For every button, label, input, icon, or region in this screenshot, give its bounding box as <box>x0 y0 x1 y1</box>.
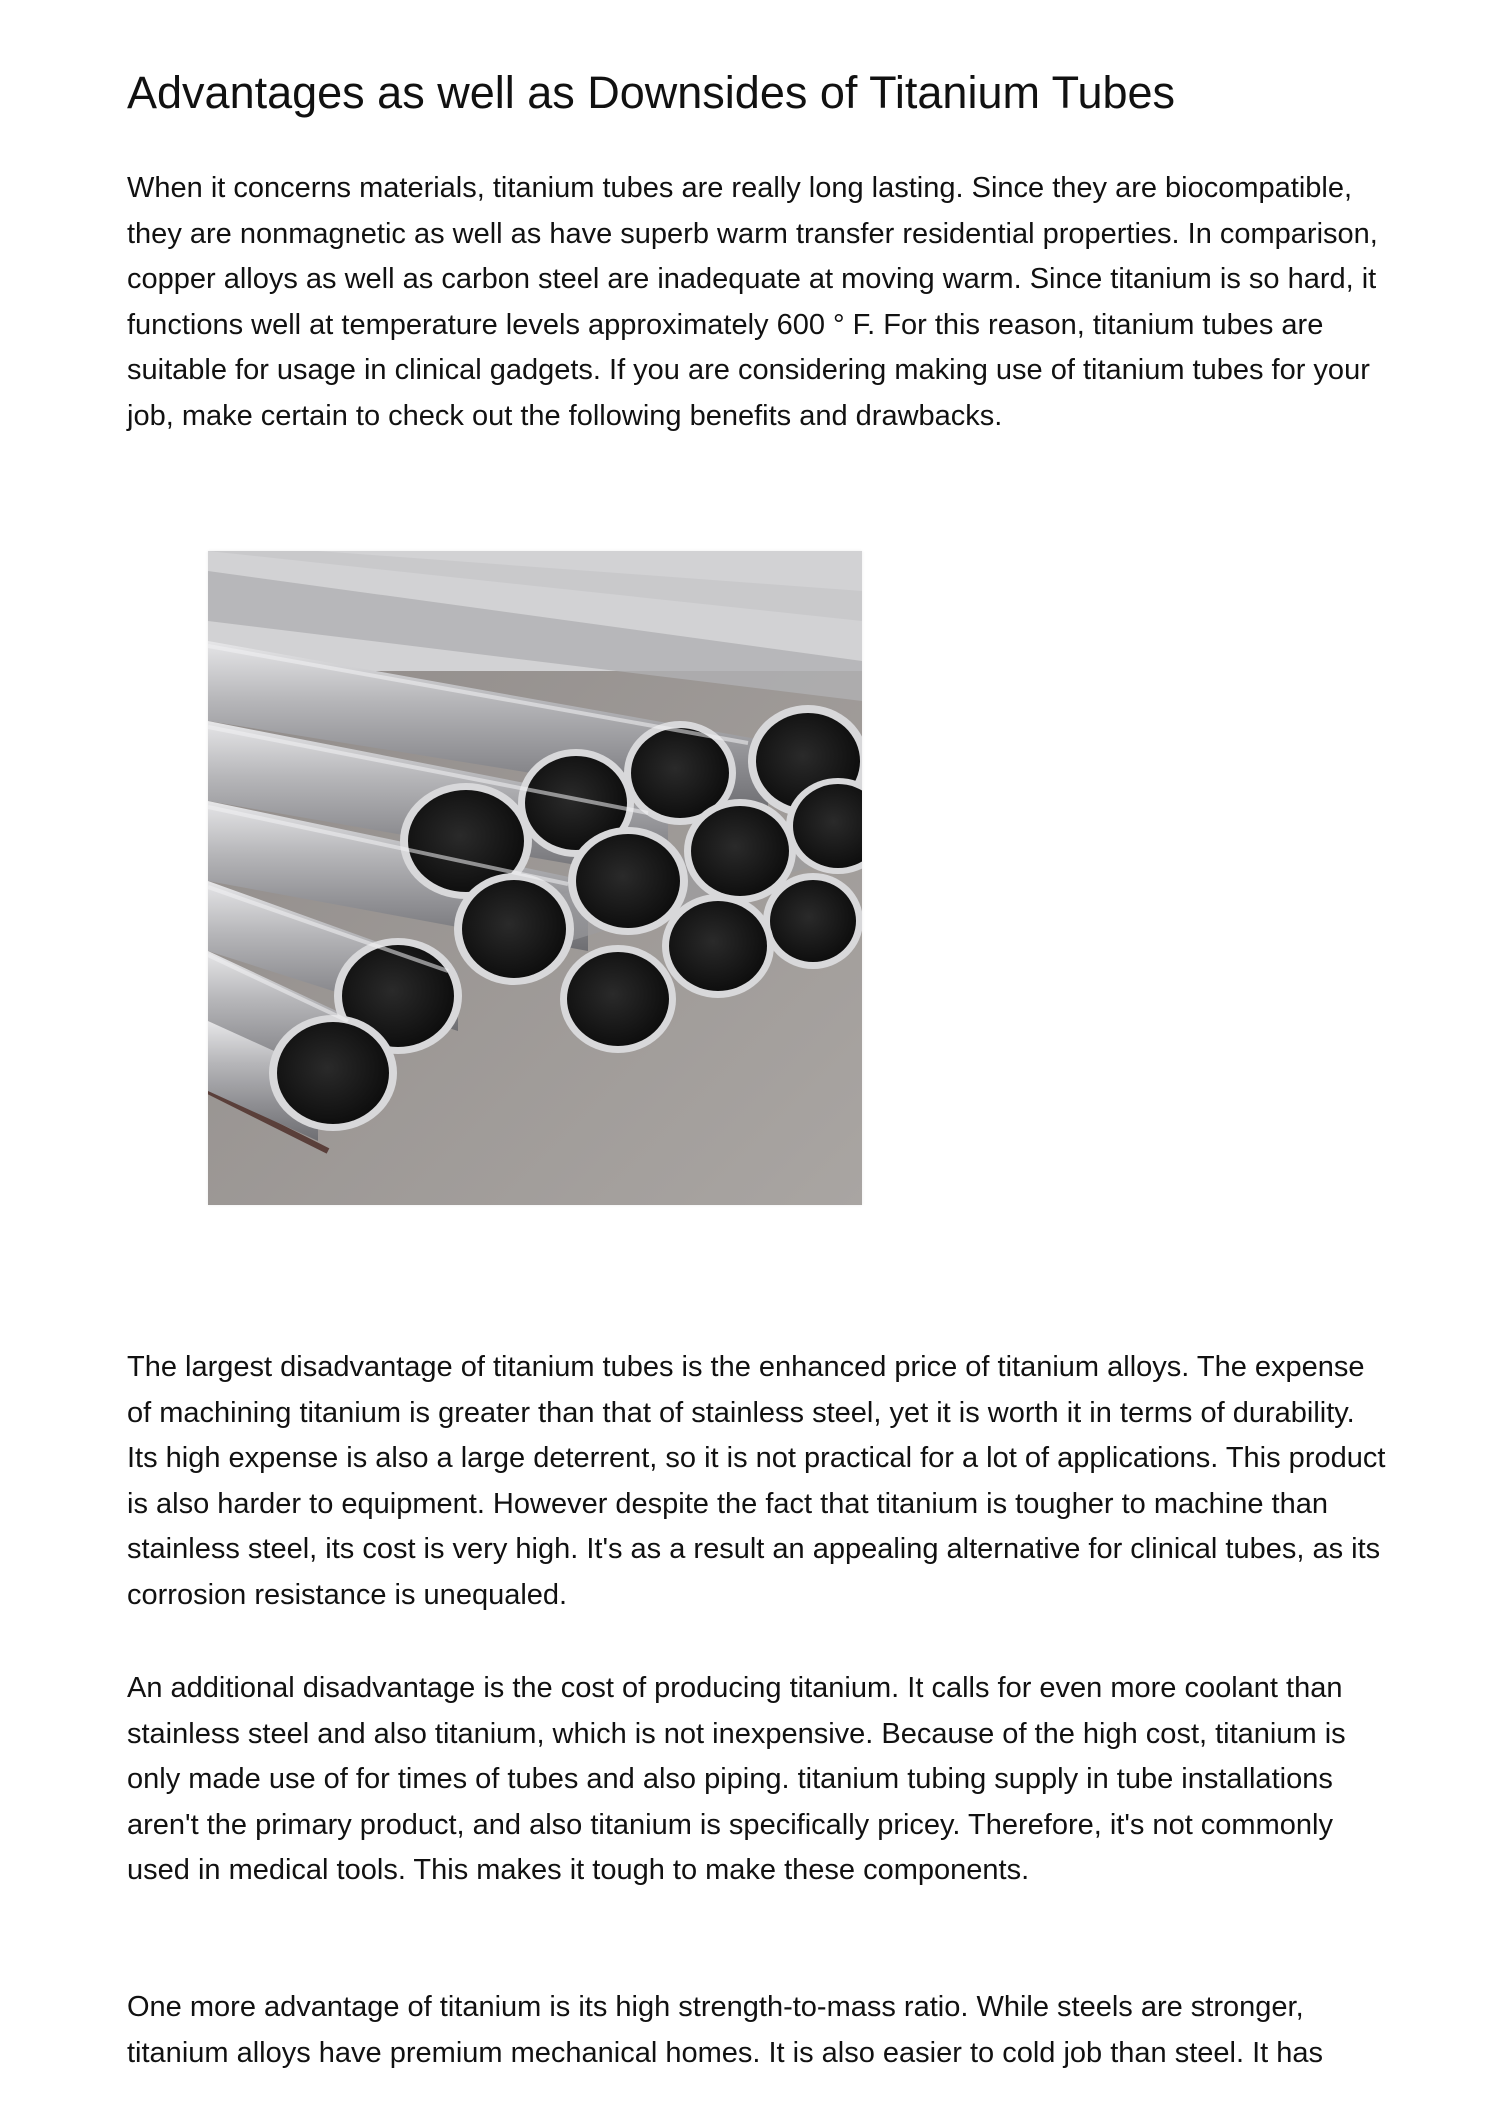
paragraph-advantage-strength: One more advantage of titanium is its high strength-to-mass ratio. While steels are stronger, titanium alloys have premium mechanical homes. It is also easier to cold job than steel. It has <box>127 1991 1324 2069</box>
paragraph-disadvantage-cost: The largest disadvantage of titanium tubes is the enhanced price of titanium alloys. The expense of machining titanium is greater than that of stainless steel, yet it is worth it in terms of durability. Its high expense is also a large deterrent, so it is not practical for a lot of applications. This product is also harder to equipment. However despite the fact that titanium is tougher to machine than stainless steel, its cost is very high. It's as a result an appealing alternative for clinical tubes, as its corrosion resistance is unequaled. <box>127 1351 1386 1611</box>
page-title: Advantages as well as Downsides of Titanium Tubes <box>127 67 1176 118</box>
tubes-image-svg <box>208 551 862 1205</box>
paragraph-disadvantage-production: An additional disadvantage is the cost of producing titanium. It calls for even more coolant than stainless steel and also titanium, which is not inexpensive. Because of the high cost, titanium is only made use of for times of tubes and also piping. titanium tubing supply in tube installations aren't the primary product, and also titanium is specifically pricey. Therefore, it's not commonly used in medical tools. This makes it tough to make these components. <box>127 1672 1346 1886</box>
paragraph-intro: When it concerns materials, titanium tubes are really long lasting. Since they are biocompatible, they are nonmagnetic as well as have superb warm transfer residential properties. In comparison, copper alloys as well as carbon steel are inadequate at moving warm. Since titanium is so hard, it functions well at temperature levels approximately 600 ° F. For this reason, titanium tubes are suitable for usage in clinical gadgets. If you are considering making use of titanium tubes for your job, make certain to check out the following benefits and drawbacks. <box>127 172 1378 432</box>
titanium-tubes-photo <box>208 551 862 1205</box>
